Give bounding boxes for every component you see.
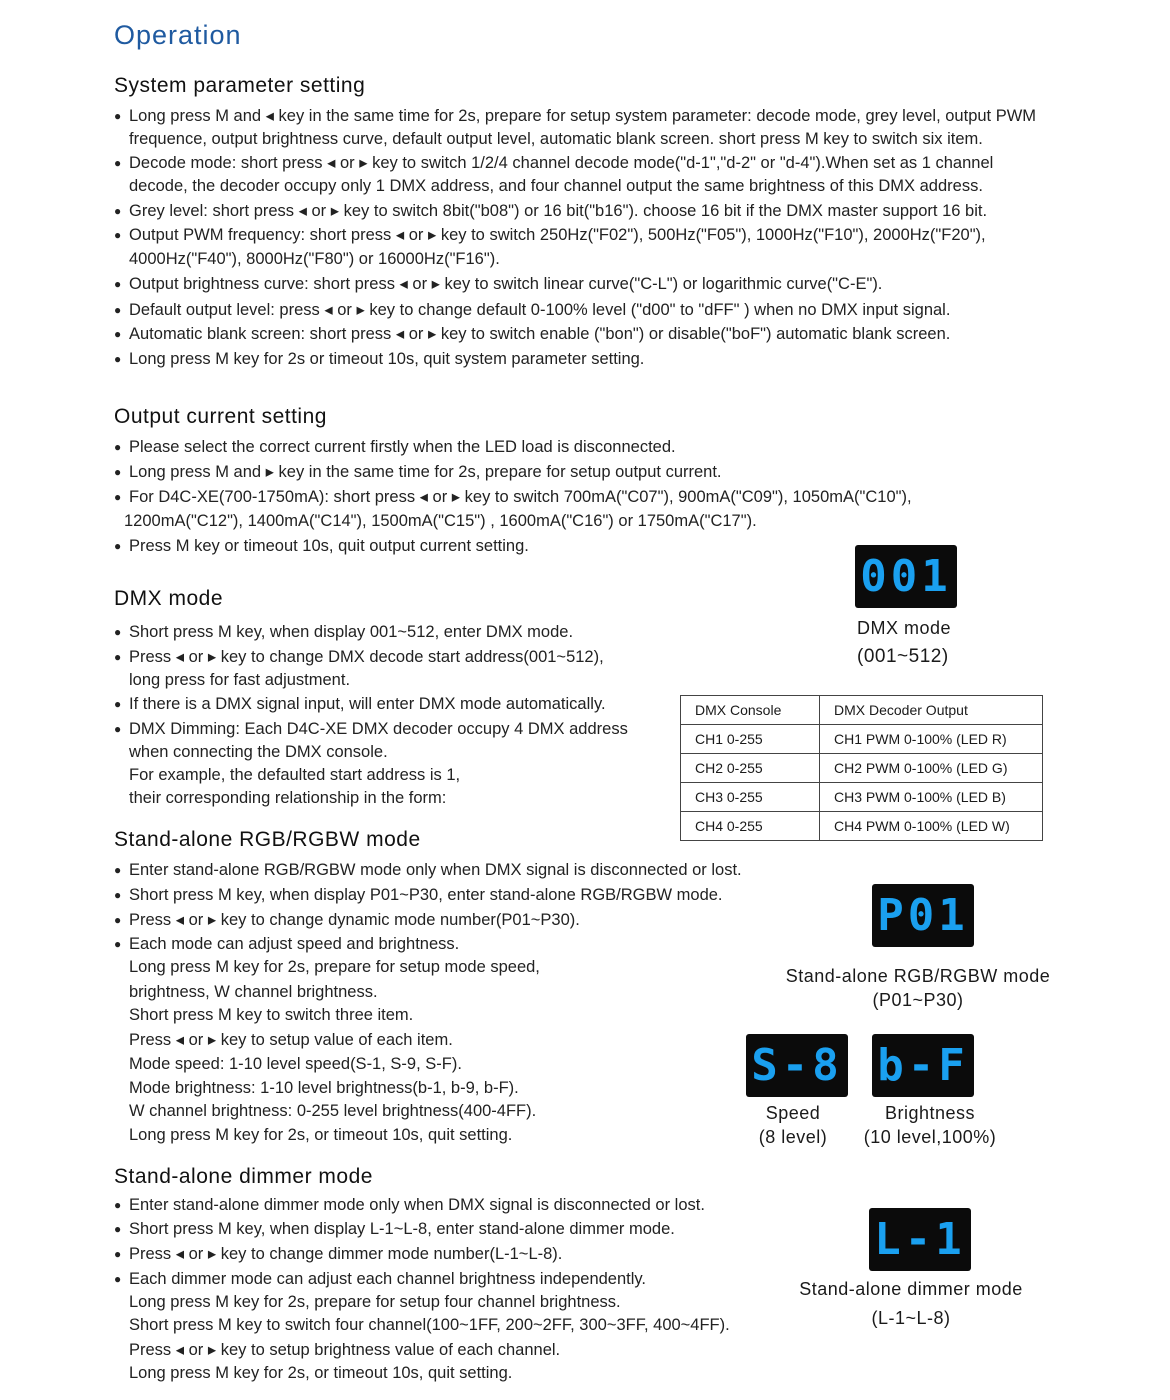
lcd-display-dmx: 001 [855, 545, 957, 608]
rgb-line: Long press M key for 2s, prepare for setup mode speed, [129, 958, 540, 976]
dimmer-caption: Stand-alone dimmer mode [799, 1279, 1023, 1299]
system-line: ● Default output level: press ◂ or ▸ key to change default 0-100% level ("d00" to "dFF" ) when no DMX input signal. [129, 298, 950, 322]
rgb-line: ● Each mode can adjust speed and brightness. [129, 932, 459, 956]
dimmer-line: ● Each dimmer mode can adjust each channel brightness independently. [129, 1267, 646, 1291]
rgb-line: Press ◂ or ▸ key to setup value of each item. [129, 1031, 453, 1049]
dmx-caption: DMX mode [857, 618, 952, 638]
speed-level-caption: (8 level) [758, 1127, 828, 1147]
table-header-row [681, 696, 1043, 725]
system-line: ● Grey level: short press ◂ or ▸ key to switch 8bit("b08") or 16 bit("b16"). choose 16 bit if the DMX master support 16 bit. [129, 199, 987, 223]
lcd-display-rgb: P01 [872, 884, 974, 947]
output-line: ● Please select the correct current firstly when the LED load is disconnected. [129, 435, 676, 459]
section-heading-rgb: Stand-alone RGB/RGBW mode [114, 828, 421, 851]
dmx-line: ● DMX Dimming: Each D4C-XE DMX decoder occupy 4 DMX address [129, 717, 628, 741]
table-row [681, 812, 1043, 841]
rgb-caption: Stand-alone RGB/RGBW mode [785, 966, 1051, 986]
dimmer-line: Long press M key for 2s, prepare for setup four channel brightness. [129, 1293, 621, 1311]
dimmer-line: ● Enter stand-alone dimmer mode only when DMX signal is disconnected or lost. [129, 1193, 705, 1217]
brightness-level-caption: (10 level,100%) [863, 1127, 997, 1147]
dmx-line: their corresponding relationship in the form: [129, 789, 447, 807]
dmx-line: ● Short press M key, when display 001~512, enter DMX mode. [129, 620, 573, 644]
table-header: DMX Decoder Output [820, 696, 1043, 725]
rgb-line: ● Short press M key, when display P01~P30, enter stand-alone RGB/RGBW mode. [129, 883, 723, 907]
speed-caption: Speed [765, 1103, 821, 1123]
rgb-range-caption: (P01~P30) [872, 990, 964, 1010]
dimmer-line: ● Short press M key, when display L-1~L-8, enter stand-alone dimmer mode. [129, 1217, 675, 1241]
table-row [681, 783, 1043, 812]
table-row [681, 725, 1043, 754]
section-heading-dimmer: Stand-alone dimmer mode [114, 1165, 373, 1188]
dimmer-range-caption: (L-1~L-8) [871, 1308, 951, 1328]
rgb-line: Short press M key to switch three item. [129, 1006, 414, 1024]
output-line: ● Long press M and ▸ key in the same time for 2s, prepare for setup output current. [129, 460, 722, 484]
rgb-line: W channel brightness: 0-255 level brightness(400-4FF). [129, 1102, 537, 1120]
table-cell: CH4 0-255 [681, 812, 820, 841]
dimmer-line: Short press M key to switch four channel(100~1FF, 200~2FF, 300~3FF, 400~4FF). [129, 1316, 730, 1334]
lcd-display-dimmer: L-1 [869, 1208, 971, 1271]
table-cell: CH3 0-255 [681, 783, 820, 812]
table-cell: CH2 0-255 [681, 754, 820, 783]
dmx-table [680, 695, 1043, 841]
rgb-line: Mode speed: 1-10 level speed(S-1, S-9, S-F). [129, 1055, 462, 1073]
table-header: DMX Console [681, 696, 820, 725]
lcd-display-brightness: b-F [872, 1034, 974, 1097]
page-title: Operation [114, 20, 242, 50]
system-line: ● Automatic blank screen: short press ◂ or ▸ key to switch enable ("bon") or disable("boF") automatic blank screen. [129, 322, 950, 346]
output-line: 1200mA("C12"), 1400mA("C14"), 1500mA("C15") , 1600mA("C16") or 1750mA("C17"). [124, 512, 757, 530]
system-line: ● Output PWM frequency: short press ◂ or ▸ key to switch 250Hz("F02"), 500Hz("F05"), 1000Hz("F10"), 2000Hz("F20"), [129, 223, 986, 247]
lcd-display-speed: S-8 [746, 1034, 848, 1097]
table-cell: CH3 PWM 0-100% (LED B) [820, 783, 1043, 812]
system-line: ● Output brightness curve: short press ◂ or ▸ key to switch linear curve("C-L") or logarithmic curve("C-E"). [129, 272, 882, 296]
dimmer-line: ● Press ◂ or ▸ key to change dimmer mode number(L-1~L-8). [129, 1242, 562, 1266]
dmx-line: long press for fast adjustment. [129, 671, 351, 689]
table-cell: CH2 PWM 0-100% (LED G) [820, 754, 1043, 783]
system-line: frequence, output brightness curve, default output level, automatic blank screen. short press M key to switch six item. [129, 130, 983, 148]
output-line: ● Press M key or timeout 10s, quit output current setting. [129, 534, 529, 558]
system-line: decode, the decoder occupy only 1 DMX address, and four channel output the same brightness of this DMX address. [129, 177, 983, 195]
rgb-line: brightness, W channel brightness. [129, 983, 378, 1001]
output-line: ● For D4C-XE(700-1750mA): short press ◂ or ▸ key to switch 700mA("C07"), 900mA("C09"), 1050mA("C10"), [129, 485, 912, 509]
section-heading-output: Output current setting [114, 405, 327, 428]
section-heading-system: System parameter setting [114, 74, 366, 97]
system-line: ● Long press M and ◂ key in the same time for 2s, prepare for setup system parameter: decode mode, grey level, output PWM [129, 104, 1036, 128]
table-cell: CH1 PWM 0-100% (LED R) [820, 725, 1043, 754]
dmx-line: ● If there is a DMX signal input, will enter DMX mode automatically. [129, 692, 606, 716]
rgb-line: ● Press ◂ or ▸ key to change dynamic mode number(P01~P30). [129, 908, 580, 932]
table-cell: CH4 PWM 0-100% (LED W) [820, 812, 1043, 841]
dmx-range-caption: (001~512) [857, 646, 949, 667]
rgb-line: Mode brightness: 1-10 level brightness(b-1, b-9, b-F). [129, 1079, 519, 1097]
dmx-line: when connecting the DMX console. [129, 743, 388, 761]
rgb-line: ● Enter stand-alone RGB/RGBW mode only when DMX signal is disconnected or lost. [129, 858, 742, 882]
brightness-caption: Brightness [884, 1103, 976, 1123]
section-heading-dmx: DMX mode [114, 587, 224, 610]
rgb-line: Long press M key for 2s, or timeout 10s, quit setting. [129, 1126, 513, 1144]
dimmer-line: Press ◂ or ▸ key to setup brightness value of each channel. [129, 1341, 561, 1359]
dmx-line: ● Press ◂ or ▸ key to change DMX decode start address(001~512), [129, 645, 604, 669]
table-row [681, 754, 1043, 783]
system-line: 4000Hz("F40"), 8000Hz("F80") or 16000Hz("F16"). [129, 250, 500, 268]
system-line: ● Decode mode: short press ◂ or ▸ key to switch 1/2/4 channel decode mode("d-1","d-2" or "d-4").When set as 1 channel [129, 151, 993, 175]
dimmer-line: Long press M key for 2s, or timeout 10s, quit setting. [129, 1364, 513, 1382]
table-cell: CH1 0-255 [681, 725, 820, 754]
system-line: ● Long press M key for 2s or timeout 10s, quit system parameter setting. [129, 347, 644, 371]
dmx-line: For example, the defaulted start address is 1, [129, 766, 461, 784]
